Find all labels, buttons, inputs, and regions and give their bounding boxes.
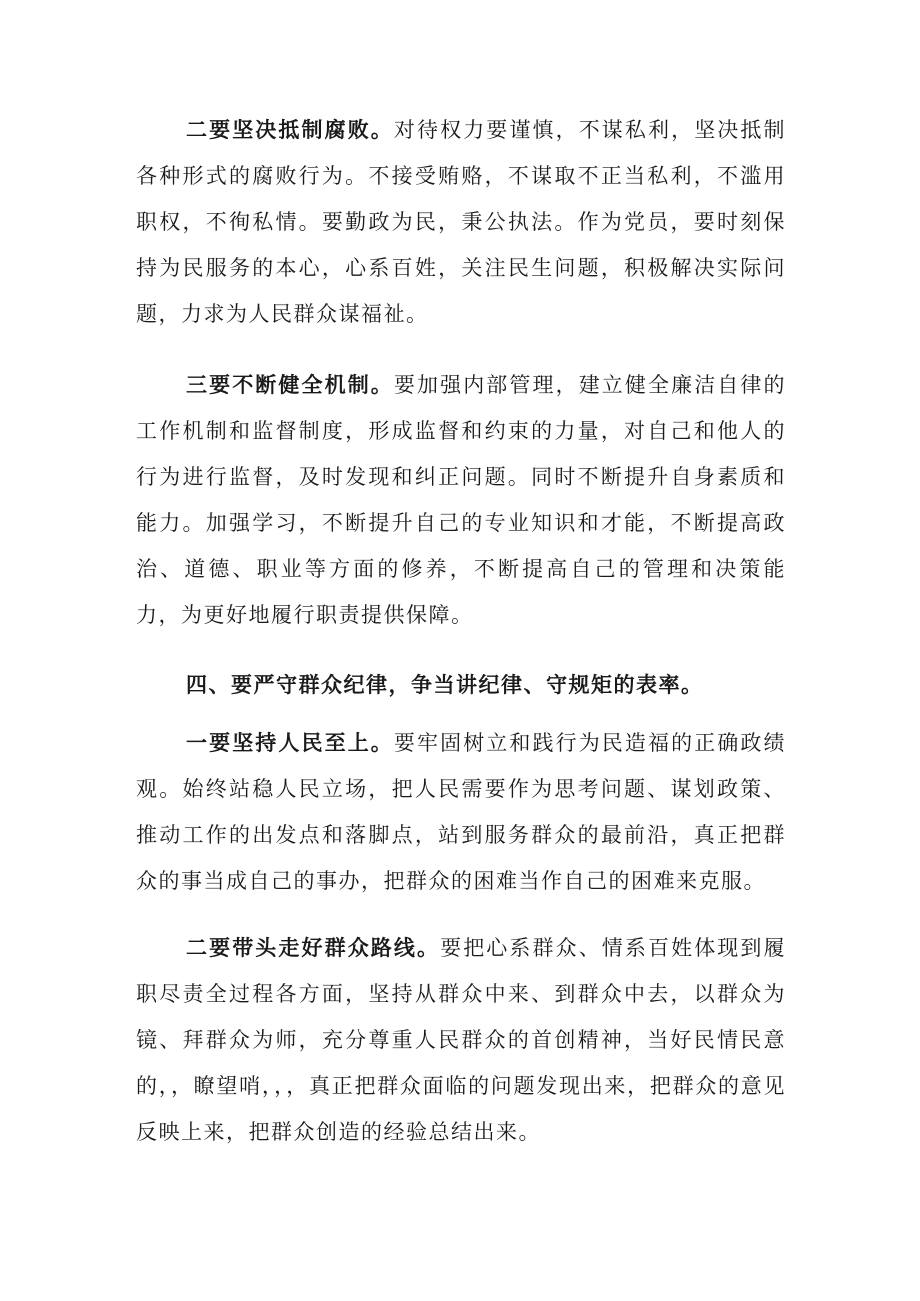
- paragraph-lead: 二要坚决抵制腐败。: [186, 118, 394, 142]
- paragraph-body: 要加强内部管理，建立健全廉洁自律的工作机制和监督制度，形成监督和约束的力量，对自己和他人的行为进行监督，及时发现和纠正问题。同时不断提升自身素质和能力。加强学习，不断提升自己的专业知识和才能，不断提高政治、道德、职业等方面的修养，不断提高自己的管理和决策能力，为更好地履行职责提供保障。: [136, 373, 787, 627]
- paragraph-mass-line: [136, 925, 786, 1155]
- paragraph-lead: 一要坚持人民至上。: [186, 731, 394, 755]
- paragraph-body: 对待权力要谨慎，不谋私利，坚决抵制各种形式的腐败行为。不接受贿赂，不谋取不正当私利，不滥用职权，不徇私情。要勤政为民，秉公执法。作为党员，要时刻保持为民服务的本心，心系百姓，关注民生问题，积极解决实际问题，力求为人民群众谋福祉。: [136, 118, 787, 326]
- paragraph-body: 要牢固树立和践行为民造福的正确政绩观。始终站稳人民立场，把人民需要作为思考问题、谋划政策、推动工作的出发点和落脚点，站到服务群众的最前沿，真正把群众的事当成自己的事办，把群众的困难当作自己的困难来克服。: [136, 731, 787, 893]
- paragraph-people-first: [136, 720, 786, 904]
- paragraph-body: 要把心系群众、情系百姓体现到履职尽责全过程各方面，坚持从群众中来、到群众中去，以群众为镜、拜群众为师，充分尊重人民群众的首创精神，当好民情民意的，，瞭望哨，，，真正把群众面临的问题发现出来，把群众的意见反映上来，把群众创造的经验总结出来。: [136, 936, 787, 1144]
- paragraph-mechanism: [136, 362, 786, 638]
- section-heading: 四、要严守群众纪律，争当讲纪律、守规矩的表率。: [186, 673, 704, 697]
- paragraph-lead: 三要不断健全机制。: [186, 373, 394, 397]
- paragraph-lead: 二要带头走好群众路线。: [186, 936, 441, 960]
- paragraph-anti-corruption: [136, 107, 786, 337]
